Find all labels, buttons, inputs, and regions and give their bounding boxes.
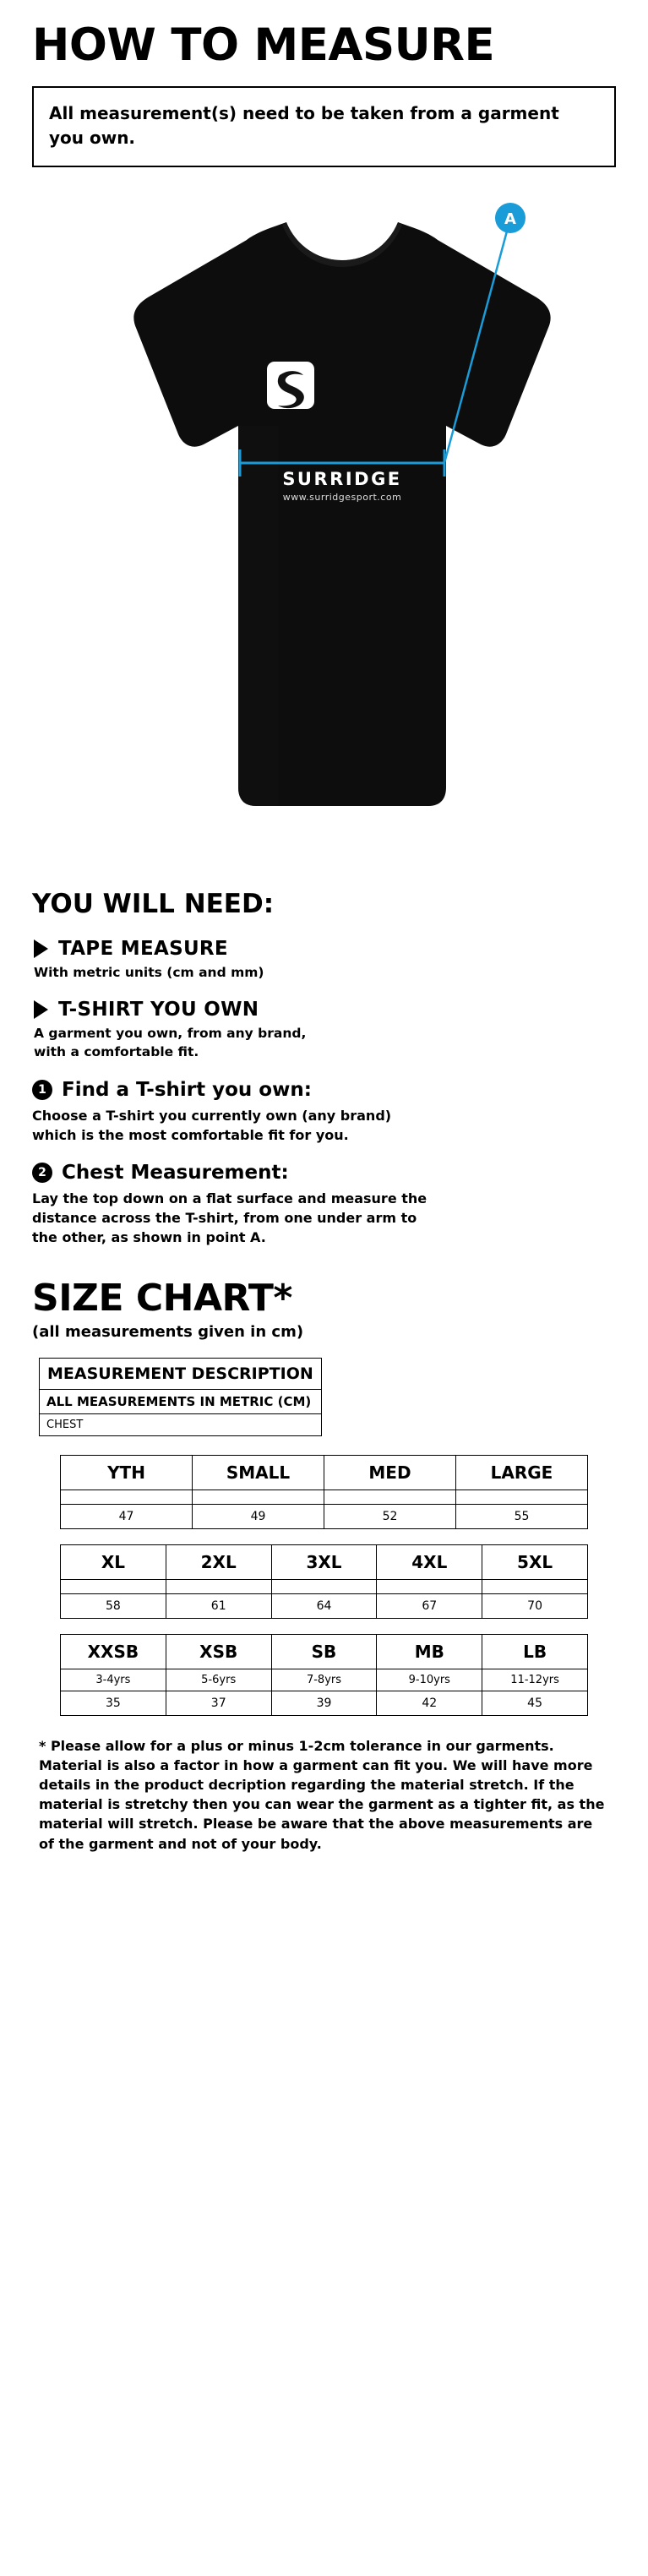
step-1 [32, 1079, 616, 1145]
intro-text: All measurement(s) need to be taken from a garment you own. [49, 102, 559, 148]
size-chart-title: SIZE CHART* [32, 1276, 292, 1320]
size-header: MB [377, 1634, 482, 1669]
size-table-kids [60, 1634, 588, 1716]
page-title: HOW TO MEASURE [32, 19, 495, 71]
desc-cell: CHEST [40, 1413, 322, 1435]
size-header: LB [482, 1634, 588, 1669]
size-value: 67 [377, 1593, 482, 1618]
page-root [0, 19, 648, 2576]
step-title: Chest Measurement: [62, 1162, 289, 1185]
size-header: XSB [166, 1634, 271, 1669]
table-row [61, 1691, 588, 1715]
surridge-logo-icon [267, 362, 314, 409]
need-subtext: With metric units (cm and mm) [34, 964, 264, 980]
age-value: 3-4yrs [61, 1669, 166, 1691]
size-value: 49 [193, 1504, 324, 1528]
table-header-row [61, 1455, 588, 1490]
size-table-youth-adult [60, 1455, 588, 1529]
brand-url: www.surridgesport.com [282, 491, 401, 503]
step-number-badge: 1 [32, 1080, 52, 1100]
size-table-adult-xl [60, 1544, 588, 1619]
age-value: 11-12yrs [482, 1669, 588, 1691]
tolerance-footnote: * Please allow for a plus or minus 1-2cm tolerance in our garments. Material is also a factor in how a garment can fit you. We will have more details in the product decription regarding the material stretch. If the material is stretchy then you can wear the garment as a tighter fit, as the material will stretch. Please be aware that the above measurements are of the garment and not of your body. [39, 1737, 605, 1852]
size-value: 42 [377, 1691, 482, 1715]
size-header: 2XL [166, 1544, 271, 1579]
desc-cell: ALL MEASUREMENTS IN METRIC (CM) [40, 1389, 322, 1413]
size-header: YTH [61, 1455, 193, 1490]
desc-cell: MEASUREMENT DESCRIPTION [40, 1358, 322, 1389]
step-body: Choose a T-shirt you currently own (any brand) which is the most comfortable fit for you. [32, 1107, 392, 1143]
age-value: 5-6yrs [166, 1669, 271, 1691]
you-will-need-heading: YOU WILL NEED: [32, 888, 275, 919]
table-row [61, 1504, 588, 1528]
table-age-row [61, 1669, 588, 1691]
need-item-tshirt [32, 999, 616, 1061]
brand-name: SURRIDGE [281, 468, 402, 489]
size-value: 35 [61, 1691, 166, 1715]
size-header: XXSB [61, 1634, 166, 1669]
need-title: TAPE MEASURE [58, 937, 228, 960]
age-value: 9-10yrs [377, 1669, 482, 1691]
step-2 [32, 1162, 616, 1248]
shirt-illustration [32, 196, 616, 880]
size-value: 52 [324, 1504, 456, 1528]
need-subtext: A garment you own, from any brand, with a comfortable fit. [34, 1026, 307, 1060]
size-header: 5XL [482, 1544, 588, 1579]
need-item-tape-measure [32, 938, 616, 983]
step-number-badge: 2 [32, 1163, 52, 1183]
size-value: 45 [482, 1691, 588, 1715]
need-title: T-SHIRT YOU OWN [58, 999, 259, 1021]
size-value: 55 [456, 1504, 588, 1528]
triangle-bullet-icon [34, 1000, 48, 1019]
age-value: 7-8yrs [271, 1669, 377, 1691]
table-row [61, 1593, 588, 1618]
table-header-row [61, 1544, 588, 1579]
size-value: 47 [61, 1504, 193, 1528]
triangle-bullet-icon [34, 939, 48, 958]
size-chart-subtitle: (all measurements given in cm) [32, 1322, 304, 1341]
size-header: 4XL [377, 1544, 482, 1579]
size-value: 64 [271, 1593, 377, 1618]
tshirt-diagram [33, 196, 616, 880]
size-value: 61 [166, 1593, 271, 1618]
step-body: Lay the top down on a flat surface and measure the distance across the T-shirt, from one under arm to the other, as shown in point A. [32, 1190, 427, 1246]
size-header: MED [324, 1455, 456, 1490]
callout-label-a: A [504, 210, 516, 228]
size-value: 70 [482, 1593, 588, 1618]
size-header: XL [61, 1544, 166, 1579]
size-header: LARGE [456, 1455, 588, 1490]
table-header-row [61, 1634, 588, 1669]
measurement-description-table [39, 1358, 322, 1436]
table-spacer-row [61, 1579, 588, 1593]
size-value: 37 [166, 1691, 271, 1715]
size-header: 3XL [271, 1544, 377, 1579]
size-value: 58 [61, 1593, 166, 1618]
size-value: 39 [271, 1691, 377, 1715]
size-header: SMALL [193, 1455, 324, 1490]
intro-box [32, 86, 616, 167]
step-title: Find a T-shirt you own: [62, 1078, 312, 1101]
table-spacer-row [61, 1490, 588, 1504]
size-header: SB [271, 1634, 377, 1669]
